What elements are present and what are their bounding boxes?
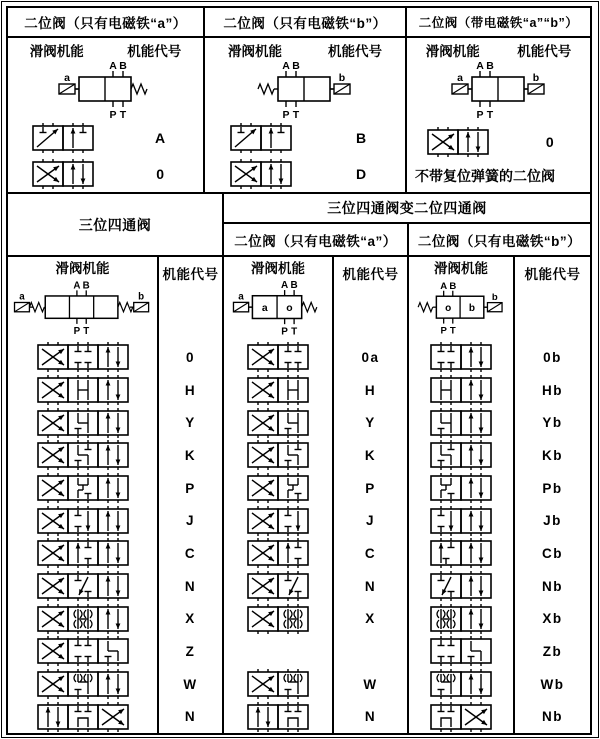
valve-symbol-slot xyxy=(224,668,332,701)
function-code: N xyxy=(364,578,377,594)
valve-symbol xyxy=(37,635,129,667)
label-function-code: 机能代号 xyxy=(517,44,572,59)
function-code: P xyxy=(185,480,196,496)
spool-diagram xyxy=(49,59,163,123)
function-code-slot xyxy=(515,700,590,733)
function-code-slot xyxy=(334,602,407,635)
svg-text:a: a xyxy=(19,291,25,303)
valve-symbol-slot xyxy=(8,700,157,733)
spool-diagram-wrap xyxy=(224,277,332,341)
svg-text:b: b xyxy=(532,72,539,84)
valve-symbol xyxy=(430,374,492,406)
valve-symbol xyxy=(430,537,492,569)
function-code-slot xyxy=(334,439,407,472)
valve-symbol xyxy=(247,570,309,602)
function-code: Kb xyxy=(542,447,563,463)
function-code-slot xyxy=(159,570,222,603)
function-code-slot xyxy=(515,635,590,668)
function-code-slot xyxy=(515,374,590,407)
valve-symbol-slot xyxy=(409,570,513,603)
svg-text:a: a xyxy=(261,302,268,314)
valve-symbol xyxy=(430,407,492,439)
valve-symbol-slot xyxy=(224,472,332,505)
svg-text:P: P xyxy=(440,325,447,337)
valve-symbol-slot xyxy=(224,374,332,407)
svg-text:B: B xyxy=(290,280,298,292)
function-code: B xyxy=(355,130,367,146)
function-code: H xyxy=(184,382,197,398)
valve-symbol xyxy=(37,570,129,602)
valve-symbol-slot xyxy=(224,504,332,537)
label-spool-function xyxy=(8,257,157,277)
function-code-column-mid xyxy=(334,341,407,733)
section-two-position-a xyxy=(8,38,203,192)
function-code: 0a xyxy=(361,349,380,365)
svg-text:b: b xyxy=(138,291,145,303)
function-code-slot xyxy=(515,439,590,472)
valve-symbol xyxy=(430,570,492,602)
function-code: K xyxy=(364,447,377,463)
header-two-position-valve-ab: 二位阀（带电磁铁“a”“b”） xyxy=(418,16,579,30)
valve-symbol xyxy=(247,537,309,569)
valve-symbol xyxy=(37,603,129,635)
valve-symbol-slot xyxy=(409,406,513,439)
valve-symbol xyxy=(247,439,309,471)
function-code: C xyxy=(184,545,197,561)
valve-symbol-slot xyxy=(224,341,332,374)
valve-symbol xyxy=(430,472,492,504)
section-two-position-ab xyxy=(407,38,590,192)
function-code: Y xyxy=(365,415,376,431)
valve-symbol-slot xyxy=(224,537,332,570)
valve-symbol-slot xyxy=(409,504,513,537)
valve-symbol-slot xyxy=(409,700,513,733)
spool-diagram xyxy=(8,277,157,341)
valve-symbol-slot xyxy=(8,635,157,668)
valve-symbol-slot xyxy=(8,668,157,701)
function-code-slot xyxy=(334,406,407,439)
function-code: Nb xyxy=(542,578,563,594)
label-spool-function-text: 滑阀机能 xyxy=(55,261,110,276)
valve-function-table xyxy=(6,6,592,735)
valve-symbol-slot xyxy=(8,472,157,505)
svg-text:a: a xyxy=(456,72,463,84)
subheader-spool-function-left xyxy=(8,257,157,341)
valve-symbol-slot xyxy=(409,374,513,407)
header-two-position-valve-a: 二位阀（只有电磁铁“a”） xyxy=(24,16,187,31)
valve-symbol xyxy=(37,472,129,504)
function-code: 0 xyxy=(185,349,195,365)
header-sub-two-position-a: 二位阀（只有电磁铁“a”） xyxy=(234,233,397,249)
function-code: Zb xyxy=(542,643,563,659)
function-code-slot xyxy=(159,668,222,701)
svg-text:A: A xyxy=(282,60,290,72)
spool-diagram-wrap xyxy=(409,277,513,341)
svg-text:B: B xyxy=(485,60,494,72)
valve-symbol xyxy=(430,603,492,635)
function-code-slot xyxy=(515,341,590,374)
function-code: Pb xyxy=(542,480,563,496)
valve-symbol-slot xyxy=(8,406,157,439)
subheader-spool-function-right xyxy=(409,257,513,341)
svg-text:P: P xyxy=(281,326,288,338)
valve-symbol xyxy=(430,635,492,667)
function-code-slot xyxy=(159,406,222,439)
valve-symbol xyxy=(247,505,309,537)
svg-text:a: a xyxy=(238,291,244,303)
function-code: X xyxy=(365,611,376,627)
svg-text:T: T xyxy=(486,109,493,121)
valve-symbol xyxy=(230,122,292,154)
function-code: P xyxy=(365,480,376,496)
valve-symbol xyxy=(427,126,489,158)
svg-text:P: P xyxy=(73,326,81,338)
valve-symbol xyxy=(37,668,129,700)
label-spool-function: 滑阀机能 xyxy=(425,44,480,59)
valve-symbol xyxy=(247,472,309,504)
valve-symbol-slot xyxy=(224,635,332,668)
valve-symbol-slot xyxy=(224,406,332,439)
valve-symbol-slot xyxy=(8,570,157,603)
valve-symbol xyxy=(247,374,309,406)
svg-text:T: T xyxy=(83,326,90,338)
valve-symbol-slot xyxy=(224,602,332,635)
spool-diagram-wrap xyxy=(407,62,590,120)
function-code: W xyxy=(363,676,378,692)
label-function-code: 机能代号 xyxy=(328,44,382,59)
function-code-column-right xyxy=(515,341,590,733)
svg-text:A: A xyxy=(73,280,81,292)
header-sub-two-position-b: 二位阀（只有电磁铁“b”） xyxy=(417,233,582,249)
svg-text:P: P xyxy=(475,109,484,121)
spool-diagram-wrap xyxy=(8,277,157,341)
label-spool-function: 滑阀机能 xyxy=(228,44,282,59)
valve-symbol-slot xyxy=(8,537,157,570)
function-row xyxy=(407,120,590,164)
function-code-slot xyxy=(159,374,222,407)
function-code: X xyxy=(185,611,196,627)
function-code: Cb xyxy=(542,545,563,561)
function-code: 0 xyxy=(156,166,164,182)
function-code-slot xyxy=(334,570,407,603)
label-spool-function: 滑阀机能 xyxy=(29,44,84,59)
svg-text:B: B xyxy=(292,60,300,72)
valve-symbol xyxy=(37,505,129,537)
spool-symbol-column-right xyxy=(409,341,513,733)
note-no-return-spring: 不带复位弹簧的二位阀 xyxy=(415,168,555,184)
valve-symbol xyxy=(247,668,309,700)
svg-text:A: A xyxy=(440,280,448,292)
svg-text:A: A xyxy=(475,60,484,72)
header-three-to-two-position: 三位四通阀变二位四通阀 xyxy=(327,200,487,216)
valve-symbol-slot xyxy=(409,635,513,668)
valve-symbol xyxy=(32,122,94,154)
function-code-slot xyxy=(515,537,590,570)
svg-text:B: B xyxy=(118,60,127,72)
function-code: Xb xyxy=(542,611,563,627)
function-code-slot xyxy=(334,341,407,374)
function-code: Z xyxy=(185,643,196,659)
function-code: K xyxy=(184,447,197,463)
section-two-position-b xyxy=(205,38,405,192)
valve-symbol-slot xyxy=(8,374,157,407)
valve-symbol xyxy=(247,407,309,439)
function-code: C xyxy=(364,545,377,561)
svg-text:T: T xyxy=(119,109,126,121)
svg-text:A: A xyxy=(281,280,289,292)
function-code-column-left xyxy=(159,341,222,733)
function-code-slot xyxy=(159,439,222,472)
function-row xyxy=(8,156,203,192)
valve-symbol-slot xyxy=(409,439,513,472)
function-code: Yb xyxy=(542,415,563,431)
valve-symbol-slot xyxy=(8,504,157,537)
function-code-slot xyxy=(334,504,407,537)
valve-symbol xyxy=(32,158,94,190)
function-code-slot xyxy=(334,635,407,668)
valve-symbol-slot xyxy=(224,700,332,733)
svg-text:o: o xyxy=(286,302,293,314)
svg-text:a: a xyxy=(63,72,70,84)
label-spool-function xyxy=(409,257,513,277)
valve-symbol xyxy=(230,158,292,190)
function-code: Y xyxy=(185,415,196,431)
function-code-slot xyxy=(515,602,590,635)
valve-symbol xyxy=(430,701,492,733)
valve-symbol xyxy=(247,341,309,373)
function-code: 0b xyxy=(543,349,562,365)
svg-text:o: o xyxy=(445,302,452,314)
function-code: A xyxy=(155,130,166,146)
valve-symbol-slot xyxy=(409,341,513,374)
valve-symbol xyxy=(37,537,129,569)
function-code-slot xyxy=(515,668,590,701)
svg-text:P: P xyxy=(282,109,290,121)
svg-text:b: b xyxy=(468,302,476,314)
function-code: J xyxy=(365,513,375,529)
valve-symbol xyxy=(37,341,129,373)
function-code-slot xyxy=(334,668,407,701)
subheader-function-code-left: 机能代号 xyxy=(162,267,219,282)
header-two-position-valve-b: 二位阀（只有电磁铁“b”） xyxy=(223,16,387,31)
function-code-slot xyxy=(334,537,407,570)
function-code-slot xyxy=(159,341,222,374)
valve-symbol xyxy=(247,603,309,635)
valve-symbol-slot xyxy=(409,472,513,505)
spool-diagram xyxy=(224,277,332,341)
valve-symbol-slot xyxy=(8,439,157,472)
subheader-spool-function-mid xyxy=(224,257,332,341)
valve-symbol-slot xyxy=(8,602,157,635)
svg-text:b: b xyxy=(491,291,498,303)
spool-diagram xyxy=(442,59,556,123)
function-code-slot xyxy=(159,472,222,505)
spool-diagram xyxy=(248,59,362,123)
function-code-slot xyxy=(159,537,222,570)
svg-text:T: T xyxy=(292,109,300,121)
valve-symbol xyxy=(37,374,129,406)
svg-text:B: B xyxy=(82,280,90,292)
svg-text:A: A xyxy=(108,60,117,72)
function-row xyxy=(205,120,405,156)
valve-symbol xyxy=(37,701,129,733)
svg-text:T: T xyxy=(291,326,298,338)
valve-symbol xyxy=(430,668,492,700)
function-code: Nb xyxy=(542,709,563,725)
function-code-slot xyxy=(515,570,590,603)
function-code: D xyxy=(355,166,367,182)
label-spool-function xyxy=(224,257,332,277)
function-code-slot xyxy=(515,406,590,439)
spool-symbol-column-left xyxy=(8,341,157,733)
valve-symbol xyxy=(247,701,309,733)
svg-text:b: b xyxy=(338,72,346,84)
spool-diagram-wrap xyxy=(8,62,203,120)
svg-text:P: P xyxy=(108,109,117,121)
header-three-position-four-way: 三位四通阀 xyxy=(78,216,152,233)
spool-diagram xyxy=(409,277,513,341)
function-code-slot xyxy=(159,635,222,668)
valve-symbol xyxy=(430,505,492,537)
valve-symbol-slot xyxy=(224,439,332,472)
function-code-slot xyxy=(334,374,407,407)
label-spool-function-text: 滑阀机能 xyxy=(251,261,305,276)
function-code-slot xyxy=(159,700,222,733)
function-code-slot xyxy=(159,504,222,537)
valve-symbol xyxy=(430,341,492,373)
function-code-slot xyxy=(334,472,407,505)
function-code: N xyxy=(184,578,197,594)
function-row xyxy=(8,120,203,156)
function-code-slot xyxy=(159,602,222,635)
label-function-code: 机能代号 xyxy=(127,44,182,59)
valve-symbol-slot xyxy=(224,570,332,603)
function-code: Jb xyxy=(543,513,562,529)
valve-symbol xyxy=(37,439,129,471)
svg-text:T: T xyxy=(449,325,456,337)
subheader-function-code-mid: 机能代号 xyxy=(342,267,399,282)
function-code: N xyxy=(364,709,377,725)
function-code: Hb xyxy=(542,382,563,398)
valve-symbol xyxy=(37,407,129,439)
function-code: Wb xyxy=(540,676,565,692)
function-code: H xyxy=(364,382,377,398)
function-code: J xyxy=(185,513,195,529)
svg-text:B: B xyxy=(449,280,457,292)
spool-diagram-wrap xyxy=(205,62,405,120)
function-code-slot xyxy=(515,504,590,537)
valve-symbol xyxy=(430,439,492,471)
label-spool-function-text: 滑阀机能 xyxy=(434,261,488,276)
function-code: W xyxy=(183,676,198,692)
function-code: N xyxy=(184,709,197,725)
valve-symbol-slot xyxy=(409,537,513,570)
function-code-slot xyxy=(334,700,407,733)
subheader-function-code-right: 机能代号 xyxy=(524,267,581,282)
valve-symbol-slot xyxy=(409,668,513,701)
function-code-slot xyxy=(515,472,590,505)
valve-symbol-slot xyxy=(8,341,157,374)
spool-symbol-column-mid xyxy=(224,341,332,733)
function-code: 0 xyxy=(545,134,554,150)
valve-symbol-slot xyxy=(409,602,513,635)
function-row xyxy=(205,156,405,192)
